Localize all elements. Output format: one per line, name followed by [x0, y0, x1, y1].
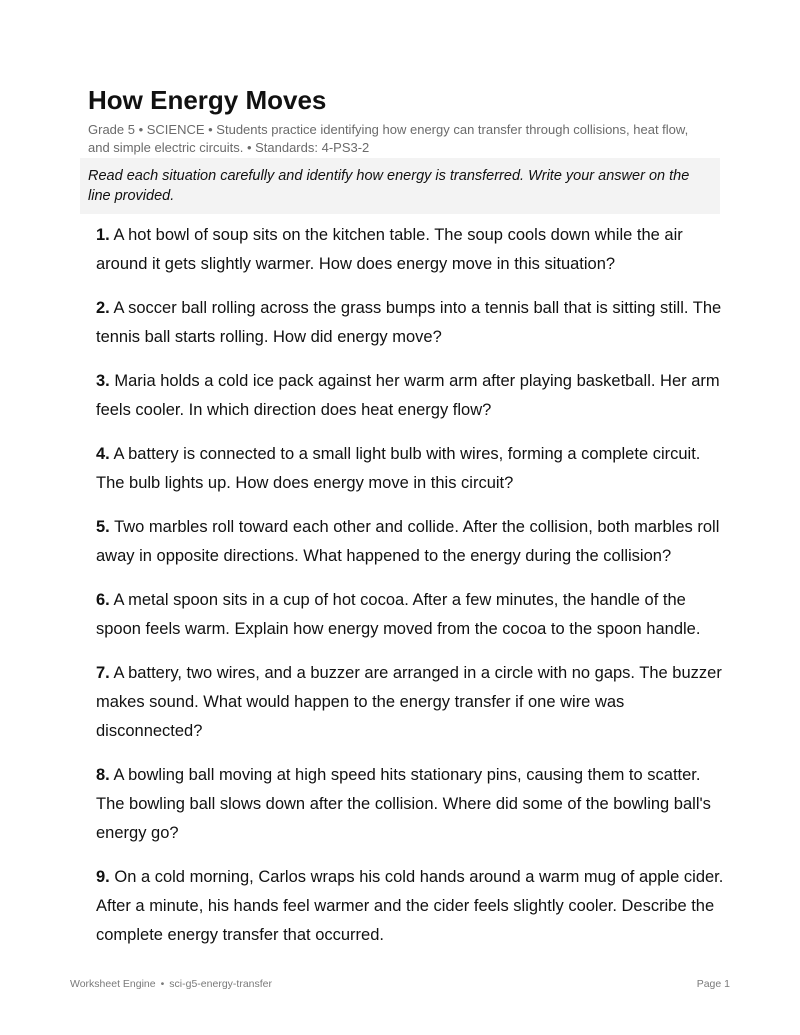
footer-doc-id: sci-g5-energy-transfer	[169, 978, 272, 990]
footer-engine: Worksheet Engine	[70, 978, 156, 990]
question-number: 8.	[96, 766, 110, 784]
worksheet-meta	[88, 121, 718, 157]
question-text: A hot bowl of soup sits on the kitchen table. The soup cools down while the air around it gets slightly warmer. How does energy move in this situation?	[96, 226, 683, 273]
question-item	[96, 294, 726, 352]
question-item	[96, 761, 726, 848]
question-text: A battery is connected to a small light bulb with wires, forming a complete circuit. The bulb lights up. How does energy move in this circuit?	[96, 445, 701, 492]
question-item	[96, 863, 726, 950]
question-number: 1.	[96, 226, 110, 244]
question-item	[96, 440, 726, 498]
page-title: How Energy Moves	[88, 85, 327, 115]
question-list	[96, 221, 726, 965]
question-text: Maria holds a cold ice pack against her warm arm after playing basketball. Her arm feels cooler. In which direction does heat energy flow?	[96, 372, 720, 419]
question-number: 3.	[96, 372, 110, 390]
worksheet-header	[88, 84, 718, 157]
question-item	[96, 367, 726, 425]
meta-line-1: Grade 5 • SCIENCE • Students practice identifying how energy can transfer through collisions, heat flow,	[88, 122, 689, 137]
question-number: 2.	[96, 299, 110, 317]
question-item	[96, 586, 726, 644]
question-text: A battery, two wires, and a buzzer are arranged in a circle with no gaps. The buzzer makes sound. What would happen to the energy transfer if one wire was disconnected?	[96, 664, 722, 740]
footer-source	[70, 977, 272, 991]
question-text: On a cold morning, Carlos wraps his cold hands around a warm mug of apple cider. After a minute, his hands feel warmer and the cider feels slightly cooler. Describe the complete energy transfer that occurred.	[96, 868, 724, 944]
instructions-box: Read each situation carefully and identify how energy is transferred. Write your answer on the line provided.	[80, 158, 720, 214]
footer-page-number: Page 1	[696, 978, 730, 990]
question-item	[96, 221, 726, 279]
question-text: A bowling ball moving at high speed hits stationary pins, causing them to scatter. The bowling ball slows down after the collision. Where did some of the bowling ball's energy go?	[96, 766, 711, 842]
question-text: Two marbles roll toward each other and collide. After the collision, both marbles roll away in opposite directions. What happened to the energy during the collision?	[96, 518, 720, 565]
question-text: A metal spoon sits in a cup of hot cocoa. After a few minutes, the handle of the spoon feels warm. Explain how energy moved from the cocoa to the spoon handle.	[96, 591, 701, 638]
question-item	[96, 513, 726, 571]
question-number: 5.	[96, 518, 110, 536]
footer-separator: •	[160, 978, 165, 990]
question-item	[96, 659, 726, 746]
question-number: 9.	[96, 868, 110, 886]
question-number: 7.	[96, 664, 110, 682]
question-number: 6.	[96, 591, 110, 609]
question-number: 4.	[96, 445, 110, 463]
meta-line-2: and simple electric circuits. • Standards: 4-PS3-2	[88, 140, 370, 155]
question-text: A soccer ball rolling across the grass bumps into a tennis ball that is sitting still. The tennis ball starts rolling. How did energy move?	[96, 299, 722, 346]
